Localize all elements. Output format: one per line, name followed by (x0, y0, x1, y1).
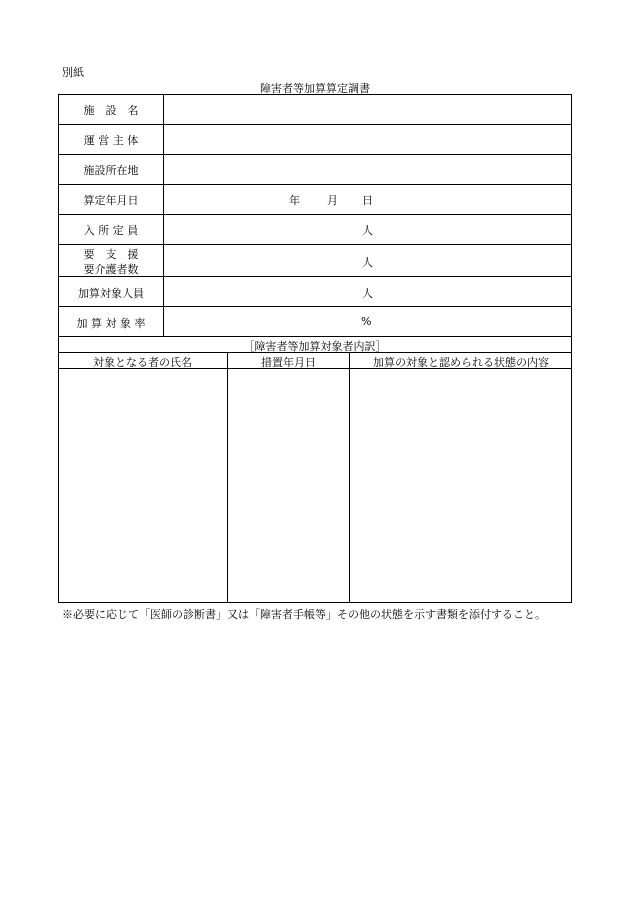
eligible-count-label: 加算対象人員 (78, 287, 144, 300)
month-unit: 月 (327, 194, 338, 207)
document-title: 障害者等加算算定調書 (260, 82, 370, 95)
footnote: ※必要に応じて「医師の診断書」又は「障害者手帳等」その他の状態を示す書類を添付すること。 (62, 608, 546, 621)
column-divider (227, 352, 228, 603)
calculation-date-label: 算定年月日 (83, 194, 139, 207)
capacity-unit: 人 (362, 224, 373, 237)
day-unit: 日 (362, 194, 373, 207)
row-divider (58, 244, 572, 245)
column-header-name: 対象となる者の氏名 (93, 356, 192, 369)
row-divider (58, 124, 572, 125)
row-divider (58, 154, 572, 155)
care-required-unit: 人 (362, 256, 373, 269)
care-required-label-line2: 要介護者数 (83, 263, 139, 276)
care-required-label-line1: 要 支 援 (83, 248, 139, 261)
facility-address-label: 施設所在地 (83, 164, 139, 177)
eligible-rate-label: 加 算 対 象 率 (76, 317, 146, 330)
breakdown-title: ［障害者等加算対象者内訳］ (243, 340, 387, 353)
row-divider (58, 336, 572, 337)
capacity-label: 入 所 定 員 (83, 224, 139, 237)
row-divider (58, 306, 572, 307)
operator-label: 運 営 主 体 (83, 134, 139, 147)
row-divider (58, 214, 572, 215)
attachment-tag: 別紙 (62, 66, 84, 79)
column-divider (349, 352, 350, 603)
eligible-rate-unit: % (361, 315, 372, 328)
row-divider (58, 184, 572, 185)
year-unit: 年 (289, 194, 300, 207)
eligible-count-unit: 人 (362, 287, 373, 300)
facility-name-label: 施 設 名 (83, 104, 139, 117)
label-column-divider (163, 94, 164, 336)
column-header-date: 措置年月日 (261, 356, 316, 369)
column-header-condition: 加算の対象と認められる状態の内容 (373, 356, 549, 369)
